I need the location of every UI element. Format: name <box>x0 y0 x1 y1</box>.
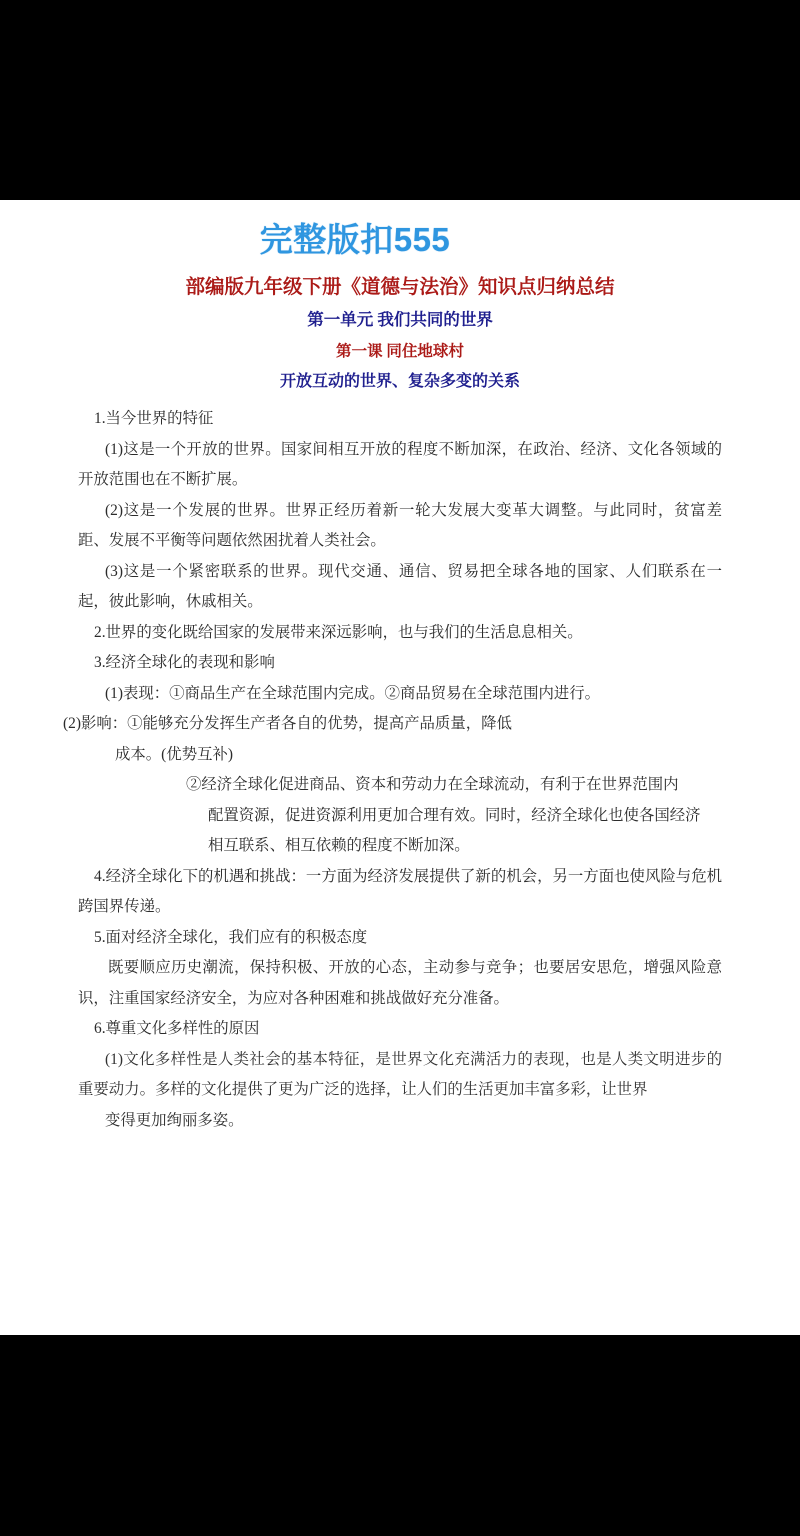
lesson-heading: 第一课 同住地球村 <box>336 343 464 360</box>
item-3-sub-2-line-1: (2)影响：①能够充分发挥生产者各自的优势，提高产品质量，降低 <box>63 715 512 732</box>
section-heading: 开放互动的世界、复杂多变的关系 <box>279 373 520 390</box>
item-3-sub-2-point-2-line-3: 相互联系、相互依赖的程度不断加深。 <box>208 837 470 854</box>
item-5-title: 5.面对经济全球化，我们应有的积极态度 <box>94 928 368 946</box>
item-3-sub-2 <box>63 709 600 770</box>
item-3-sub-2-point-2 <box>186 770 740 862</box>
item-3-sub-2-line-2: 成本。(优势互补) <box>115 745 233 763</box>
item-1-title: 1.当今世界的特征 <box>94 410 214 427</box>
page-title: 部编版九年级下册《道德与法治》知识点归纳总结 <box>185 277 615 298</box>
item-4: 4.经济全球化下的机遇和挑战：一方面为经济发展提供了新的机会，另一方面也使风险与危机跨国界传递。 <box>78 867 722 915</box>
item-3-sub-1: (1)表现：①商品生产在全球范围内完成。②商品贸易在全球范围内进行。 <box>105 684 601 702</box>
item-6-sub-1-last-line: 变得更加绚丽多姿。 <box>78 1106 722 1137</box>
item-6-sub-1: (1)文化多样性是人类社会的基本特征，是世界文化充满活力的表现，也是人类文明进步的重要动力。多样的文化提供了更为广泛的选择，让人们的生活更加丰富多彩，让世界 <box>78 1050 722 1098</box>
item-5-body: 既要顺应历史潮流，保持积极、开放的心态，主动参与竞争；也要居安思危，增强风险意识，注重国家经济安全，为应对各种困难和挑战做好充分准备。 <box>78 959 722 1007</box>
item-1-sub-3: (3)这是一个紧密联系的世界。现代交通、通信、贸易把全球各地的国家、人们联系在一起，彼此影响，休戚相关。 <box>78 562 722 610</box>
document-body <box>0 404 800 1136</box>
item-3-sub-2-point-2-line-2: 配置资源，促进资源利用更加合理有效。同时，经济全球化也使各国经济 <box>208 806 701 824</box>
item-3-title: 3.经济全球化的表现和影响 <box>94 654 275 671</box>
item-2: 2.世界的变化既给国家的发展带来深远影响，也与我们的生活息息相关。 <box>94 623 583 641</box>
item-1-sub-1: (1)这是一个开放的世界。国家间相互开放的程度不断加深，在政治、经济、文化各领域的开放范围也在不断扩展。 <box>78 440 722 488</box>
item-6-title: 6.尊重文化多样性的原因 <box>94 1020 260 1037</box>
unit-heading: 第一单元 我们共同的世界 <box>307 310 493 329</box>
letterbox-bottom-bar <box>0 1335 800 1536</box>
item-3-sub-2-point-2-line-1: ②经济全球化促进商品、资本和劳动力在全球流动，有利于在世界范围内 <box>186 776 679 793</box>
watermark-text: 完整版扣555 <box>259 221 451 258</box>
document-page <box>0 200 800 1335</box>
item-1-sub-2: (2)这是一个发展的世界。世界正经历着新一轮大发展大变革大调整。与此同时，贫富差距、发展不平衡等问题依然困扰着人类社会。 <box>78 501 722 549</box>
letterbox-top-bar <box>0 0 800 200</box>
